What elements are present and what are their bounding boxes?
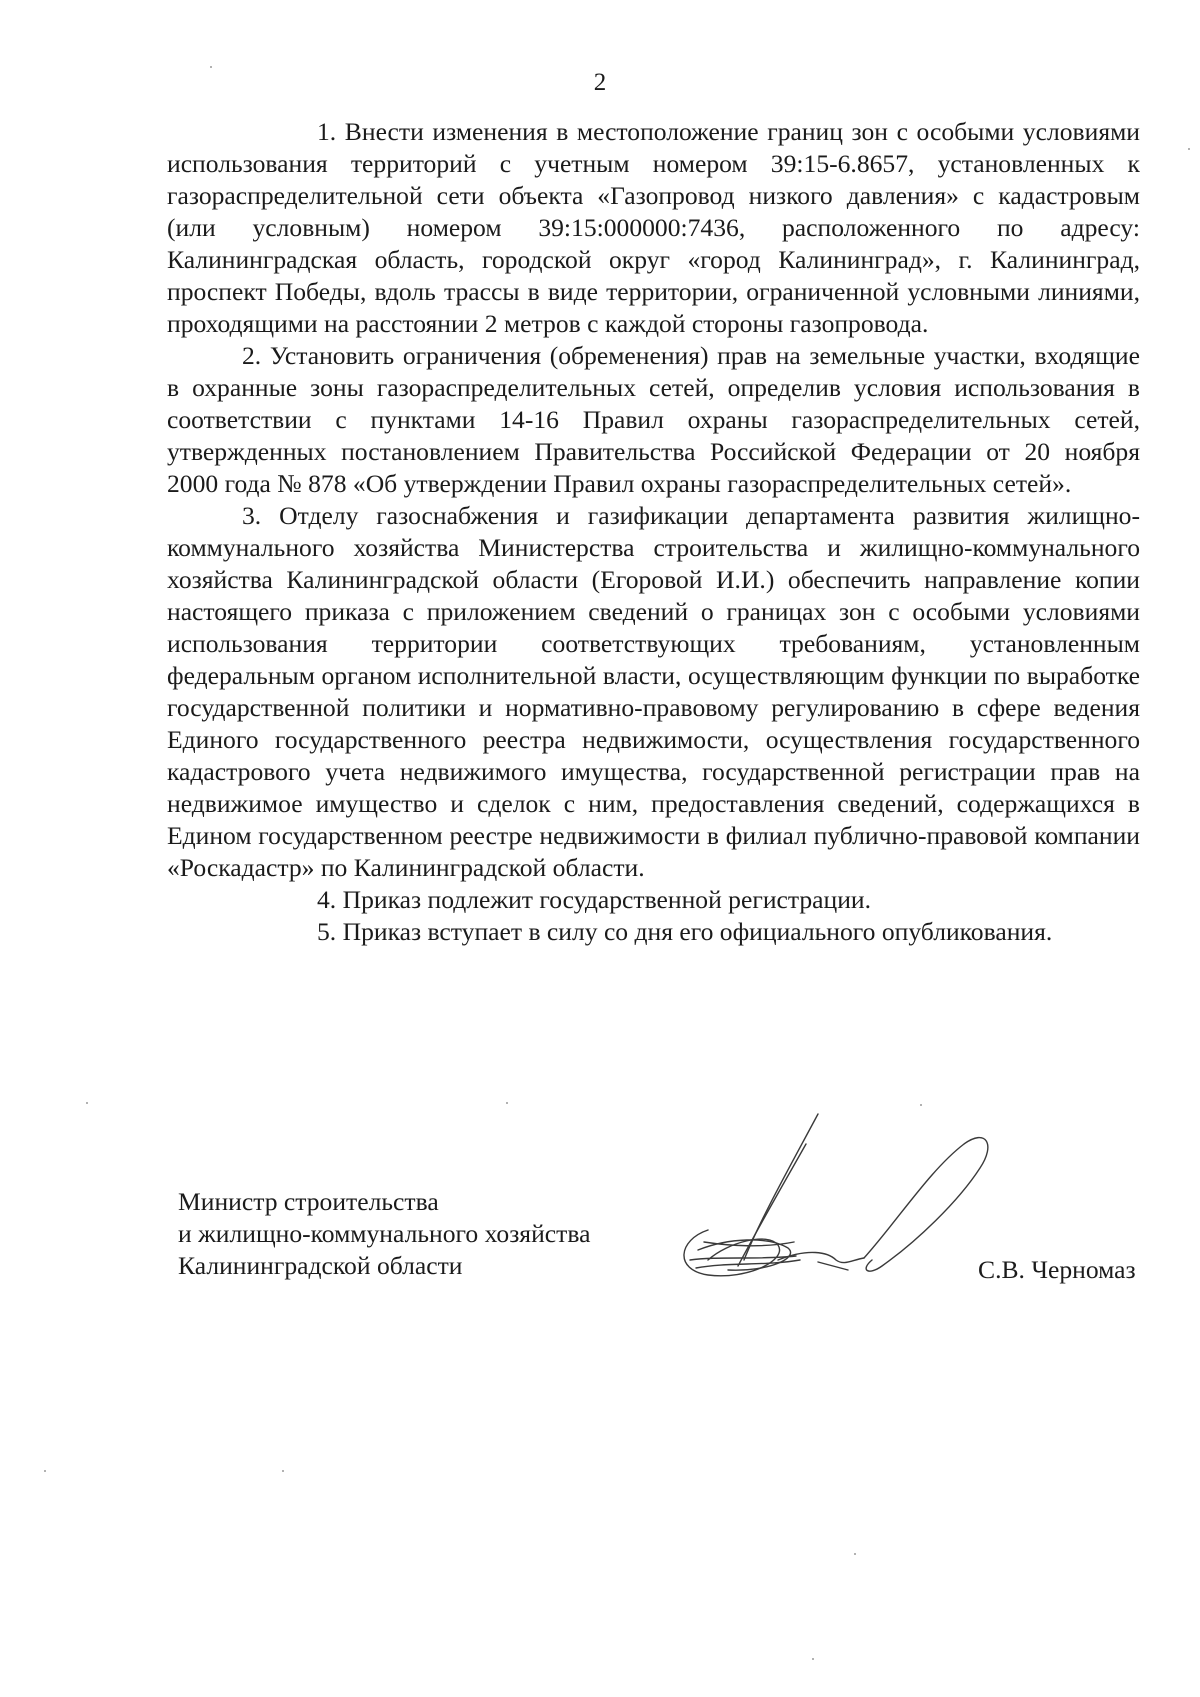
paragraph-number: 4. [317, 885, 337, 914]
scan-speck [86, 1102, 88, 1104]
paragraph-number: 3. [242, 501, 262, 530]
paragraph-3 [167, 500, 1140, 884]
paragraph-4 [167, 884, 1140, 916]
paragraph-text: Приказ вступает в силу со дня его официального опубликования. [342, 917, 1053, 946]
scan-speck [920, 1104, 922, 1106]
scan-speck [210, 66, 212, 68]
handwritten-signature [668, 1110, 998, 1300]
signatory-title-line: и жилищно-коммунального хозяйства [178, 1219, 591, 1248]
scan-speck [44, 1470, 46, 1472]
paragraph-2 [167, 340, 1140, 500]
paragraph-number: 1. [317, 117, 337, 146]
paragraph-text: Приказ подлежит государственной регистрации. [342, 885, 872, 914]
scan-speck [282, 1470, 284, 1472]
scan-speck [854, 1553, 856, 1555]
signatory-title-line: Калининградской области [178, 1251, 463, 1280]
scan-speck [1188, 148, 1190, 150]
paragraph-number: 2. [242, 341, 262, 370]
signatory-name: С.В. Черномаз [978, 1255, 1136, 1284]
paragraph-text: Отделу газоснабжения и газификации департамента развития жилищно-коммунального хозяйства Министерства строительства и жилищно-коммунального хозяйства Калининградской области (Егоровой И.И.) обеспечить направление копии настоящего приказа с приложением сведений о границах зон с особыми условиями использования территории соответствующих требованиям, установленным федеральным органом исполнительной власти, осуществляющим функции по выработке государственной политики и нормативно-правовому регулированию в сфере ведения Единого государственного реестра недвижимости, осуществления государственного кадастрового учета недвижимого имущества, государственной регистрации прав на недвижимое имущество и сделок с ним, предоставления сведений, содержащихся в Едином государственном реестре недвижимости в филиал публично-правовой компании «Роскадастр» по Калининградской области. [167, 501, 1140, 882]
page-number: 2 [593, 69, 607, 96]
signatory-title [178, 1186, 590, 1282]
paragraph-number: 5. [317, 917, 337, 946]
paragraph-text: Установить ограничения (обременения) прав на земельные участки, входящие в охранные зоны газораспределительных сетей, определив условия использования в соответствии с пунктами 14-16 Правил охраны газораспределительных сетей, утвержденных постановлением Правительства Российской Федерации от 20 ноября 2000 года № 878 «Об утверждении Правил охраны газораспределительных сетей». [167, 341, 1140, 498]
signatory-title-line: Министр строительства [178, 1187, 439, 1216]
scan-speck [812, 1658, 814, 1660]
paragraph-1 [167, 116, 1140, 340]
scan-speck [506, 1102, 508, 1104]
paragraph-5 [167, 916, 1140, 948]
paragraph-text: Внести изменения в местоположение границ зон с особыми условиями использования территорий с учетным номером 39:15-6.8657, установленных к газораспределительной сети объекта «Газопровод низкого давления» с кадастровым (или условным) номером 39:15:000000:7436, расположенного по адресу: Калининградская область, городской округ «город Калининград», г. Калининград, проспект Победы, вдоль трассы в виде территории, ограниченной условными линиями, проходящими на расстоянии 2 метров с каждой стороны газопровода. [167, 117, 1140, 338]
order-body [167, 116, 1140, 948]
